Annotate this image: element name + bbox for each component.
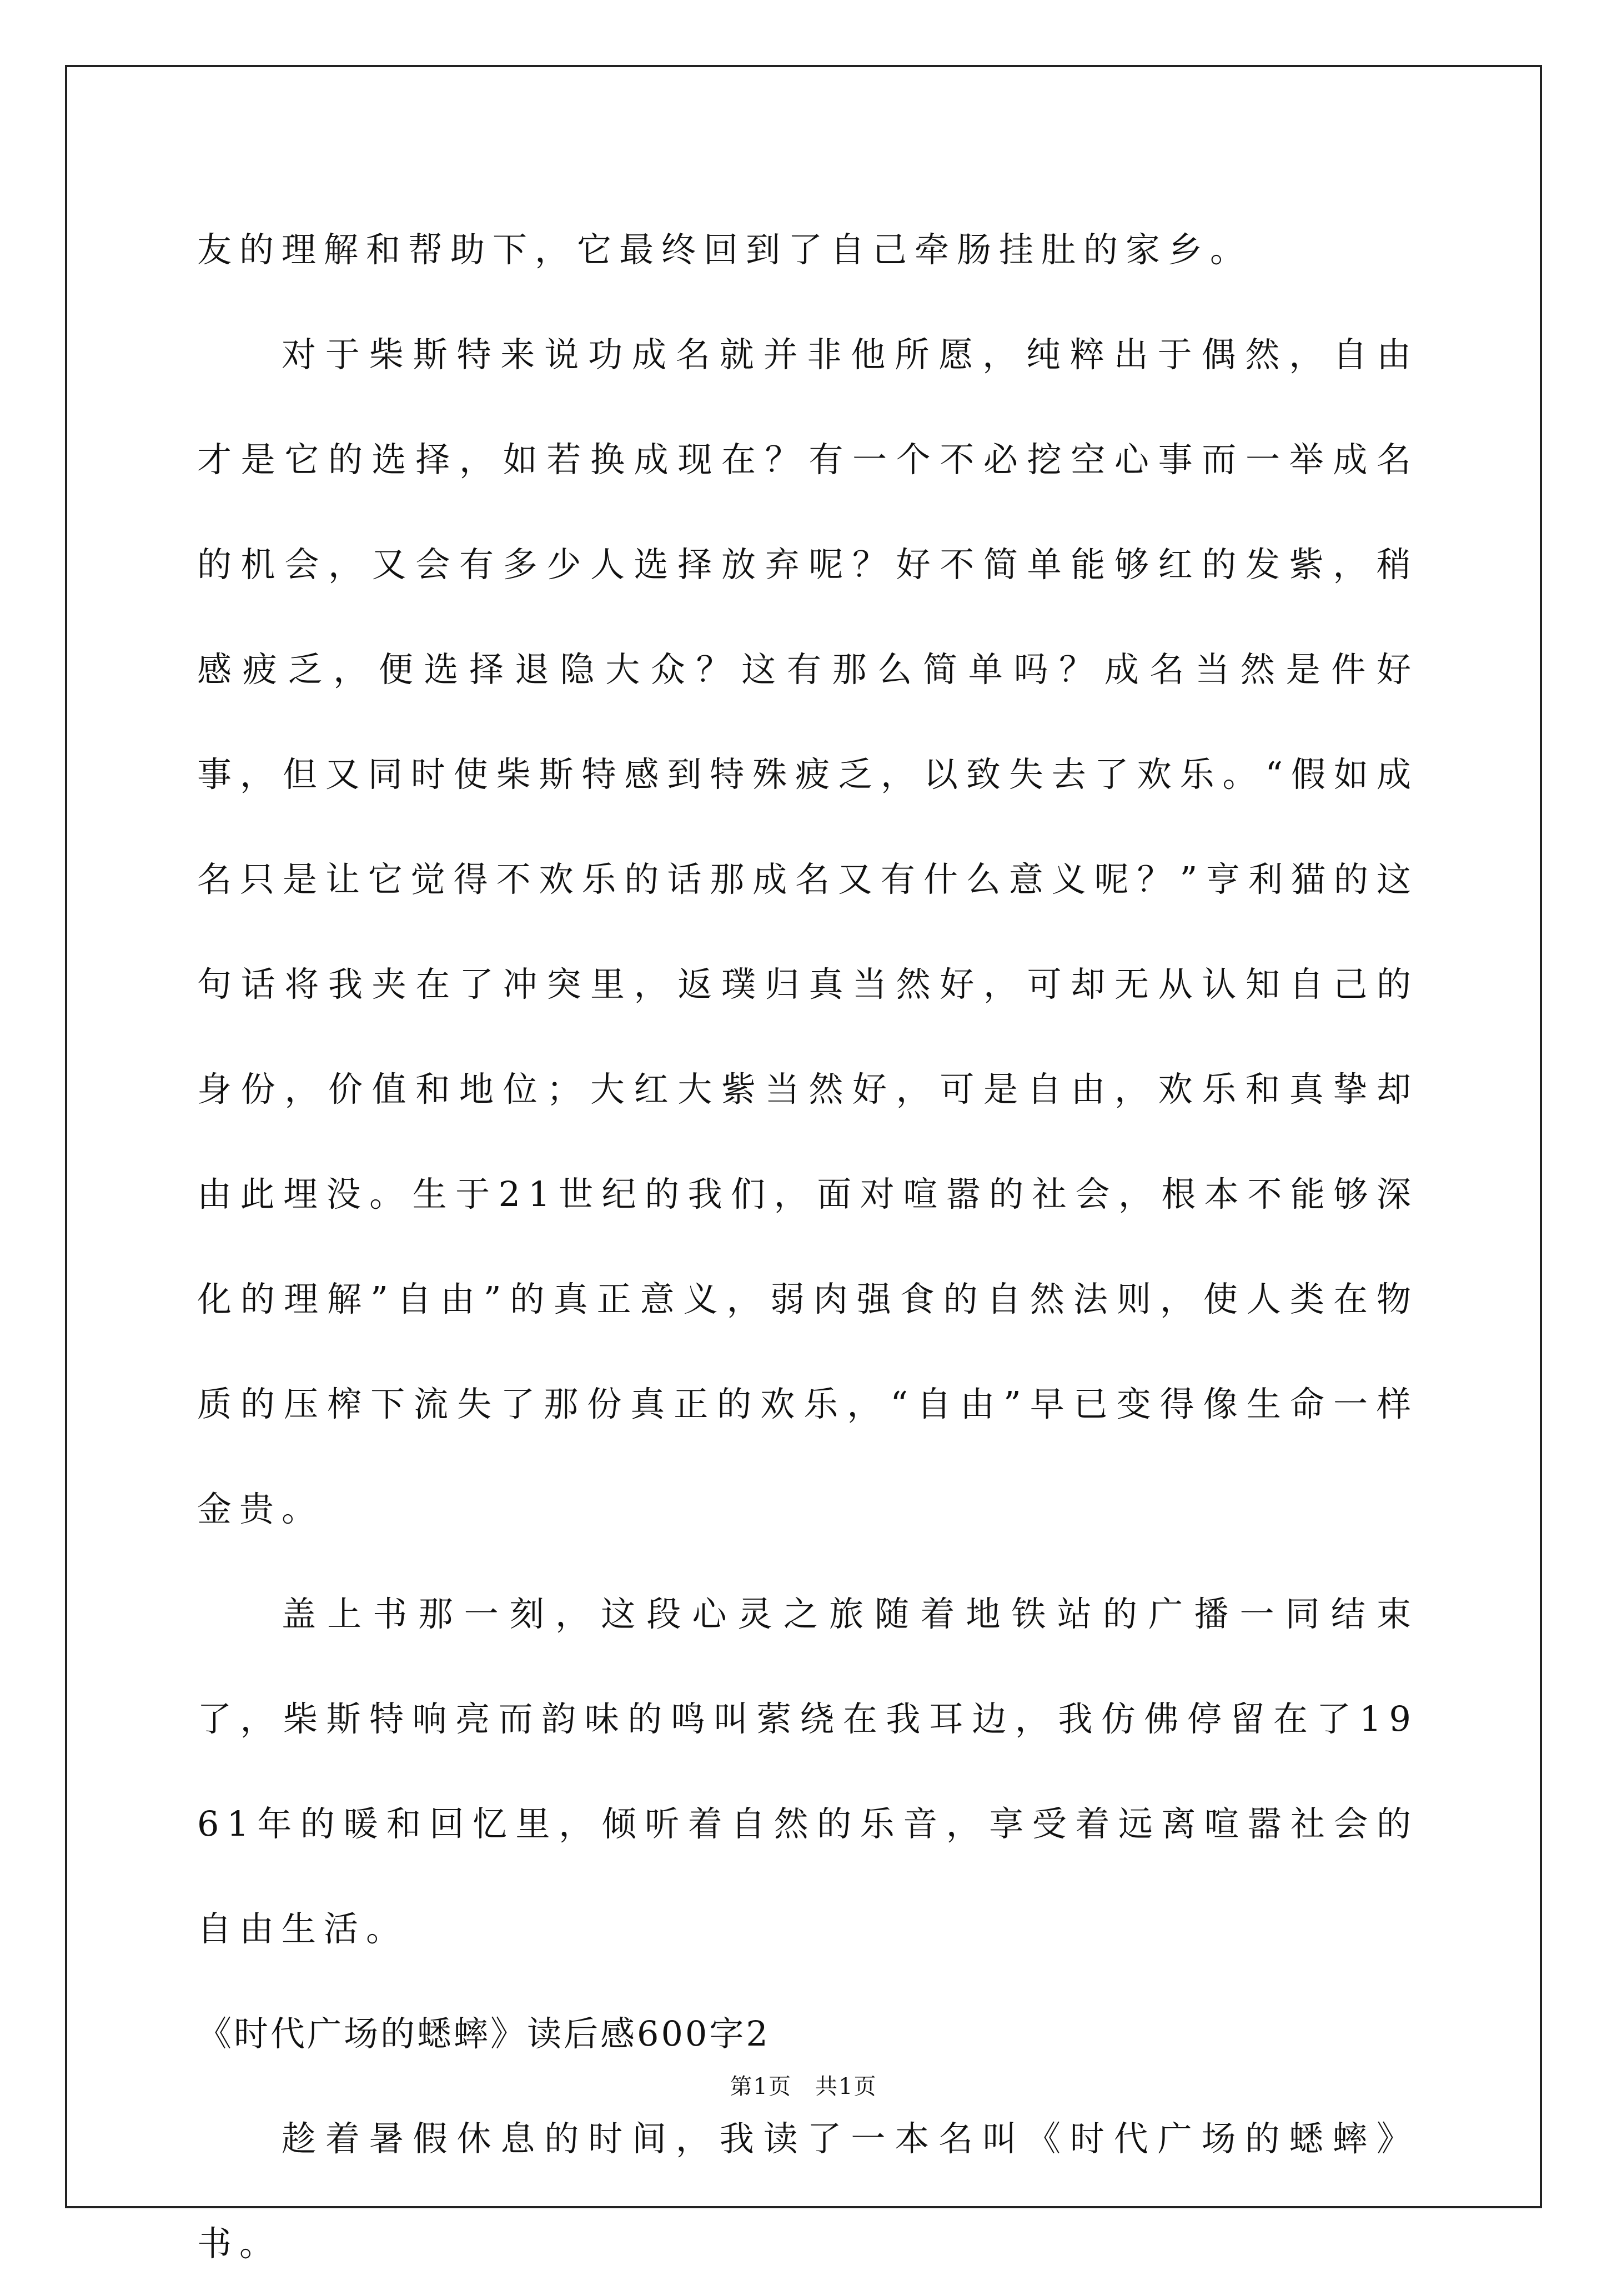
paragraph-closing-book: 盖上书那一刻，这段心灵之旅随着地铁站的广播一同结束了，柴斯特响亮而韵味的鸣叫萦绕在我耳边，我仿佛停留在了1961年的暖和回忆里，倾听着自然的乐音，享受着远离喧嚣社会的自由生活。 bbox=[197, 1594, 1419, 1949]
section-heading: 《时代广场的蟋蟀》读后感600字2 bbox=[197, 2013, 770, 2054]
page-number: 第1页 共1页 bbox=[730, 2074, 877, 2099]
page-footer bbox=[0, 2069, 1607, 2101]
paragraph-continued: 友的理解和帮助下，它最终回到了自己牵肠挂肚的家乡。 bbox=[197, 229, 1253, 270]
paragraph-fame-and-freedom: 对于柴斯特来说功成名就并非他所愿，纯粹出于偶然，自由才是它的选择，如若换成现在？有一个不必挖空心事而一举成名的机会，又会有多少人选择放弃呢？好不简单能够红的发紫，稍感疲乏，便选择退隐大众？这有那么简单吗？成名当然是件好事，但又同时使柴斯特感到特殊疲乏，以致失去了欢乐。“假如成名只是让它觉得不欢乐的话那成名又有什么意义呢？”亨利猫的这句话将我夹在了冲突里，返璞归真当然好，可却无从认知自己的身份，价值和地位；大红大紫当然好，可是自由，欢乐和真挚却由此埋没。生于21世纪的我们，面对喧嚣的社会，根本不能够深化的理解”自由”的真正意义，弱肉强食的自然法则，使人类在物质的压榨下流失了那份真正的欢乐，“自由”早已变得像生命一样金贵。 bbox=[197, 334, 1419, 1529]
paragraph-summer-reading: 趁着暑假休息的时间，我读了一本名叫《时代广场的蟋蟀》书。 bbox=[197, 2118, 1419, 2264]
document-body bbox=[197, 197, 1419, 2296]
